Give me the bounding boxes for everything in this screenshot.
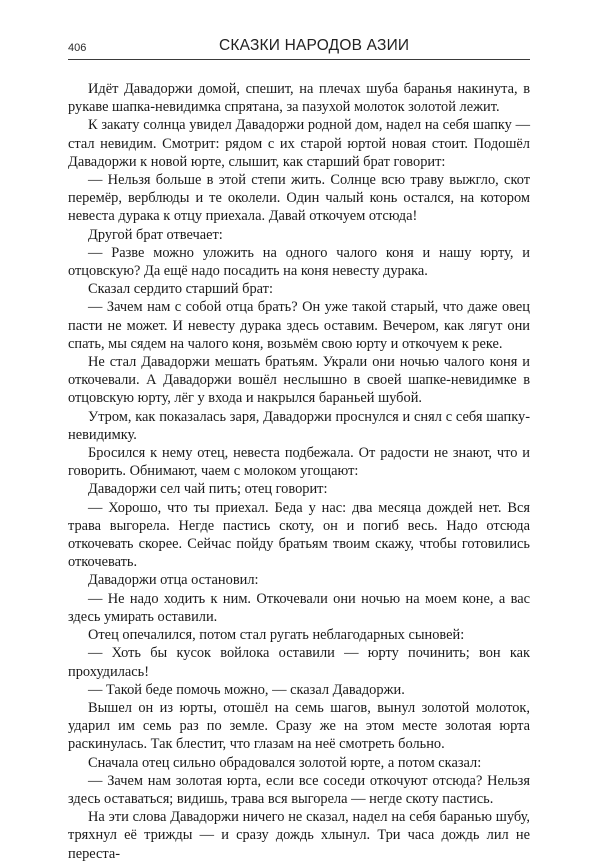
paragraph: К закату солнца увидел Давадоржи родной дом, надел на себя шапку — стал невидим. Смотрит: рядом с их старой юртой новая стоит. Подошёл Давадоржи к новой юрте, слышит, как старший брат говорит: [68,117,530,170]
story-text [68,80,530,863]
paragraph: — Хорошо, что ты приехал. Беда у нас: два месяца дождей нет. Вся трава выгорела. Негде пастись скоту, он и погиб весь. Надо отсюда откочевать скорее. Сейчас пойду братьям твоим скажу, чтобы готовились откочевать. [68,499,530,571]
header-rule [68,59,530,60]
paragraph: — Разве можно уложить на одного чалого коня и нашу юрту, и отцовскую? Да ещё надо посадить на коня невесту дурака. [68,244,530,280]
paragraph: На эти слова Давадоржи ничего не сказал, надел на себя баранью шубу, тряхнул её трижды — и сразу дождь хлынул. Три часа дождь лил не переста- [68,809,530,862]
paragraph: — Хоть бы кусок войлока оставили — юрту починить; вон как прохудилась! [68,645,530,680]
paragraph: Сказал сердито старший брат: [88,281,273,298]
paragraph: — Нельзя больше в этой степи жить. Солнце всю траву выжгло, скот перемёр, верблюды и те околели. Один чалый конь остался, на котором невеста дурака к отцу приехала. Давай откочуем отсюда! [68,172,530,225]
paragraph: — Зачем нам золотая юрта, если все соседи откочуют отсюда? Нельзя здесь оставаться; видишь, трава вся выгорела — негде скоту пастись. [68,772,530,807]
paragraph: — Не надо ходить к ним. Откочевали они ночью на моем коне, а вас здесь умирать оставили. [68,590,530,625]
page-header [68,36,530,60]
paragraph: Давадоржи отца остановил: [88,572,259,589]
paragraph: — Зачем нам с собой отца брать? Он уже такой старый, что даже овец пасти не может. И невесту дурака здесь оставим. Вечером, как лягут они спать, мы сядем на чалого коня, возьмём свою юрту и откочуем к реке. [68,299,530,352]
paragraph: Сначала отец сильно обрадовался золотой юрте, а потом сказал: [88,754,482,771]
paragraph: Не стал Давадоржи мешать братьям. Украли они ночью чалого коня и откочевали. А Давадоржи вошёл неслышно в своей шапке-невидимке в отцовскую юрту, лёг у входа и накрылся бараньей шубой. [68,354,530,407]
paragraph: — Такой беде помочь можно, — сказал Давадоржи. [88,681,405,698]
running-title: СКАЗКИ НАРОДОВ АЗИИ [219,37,410,54]
paragraph: Идёт Давадоржи домой, спешит, на плечах шуба баранья накинута, в рукаве шапка-невидимка спрятана, за пазухой молоток золотой лежит. [68,81,530,116]
paragraph: Давадоржи сел чай пить; отец говорит: [88,481,328,498]
paragraph: Утром, как показалась заря, Давадоржи проснулся и снял с себя шапку-невидимку. [68,408,530,443]
paragraph: Вышел он из юрты, отошёл на семь шагов, вынул золотой молоток, ударил им семь раз по земле. Сразу же на этом месте золотая юрта раскинулась. Так блестит, что глазам на неё смотреть больно. [68,699,530,753]
paragraph: Бросился к нему отец, невеста подбежала. От радости не знают, что и говорить. Обнимают, чаем с молоком угощают: [68,445,530,480]
paragraph: Отец опечалился, потом стал ругать неблагодарных сыновей: [88,627,465,644]
paragraph: Другой брат отвечает: [88,226,223,243]
page-number: 406 [68,42,87,54]
